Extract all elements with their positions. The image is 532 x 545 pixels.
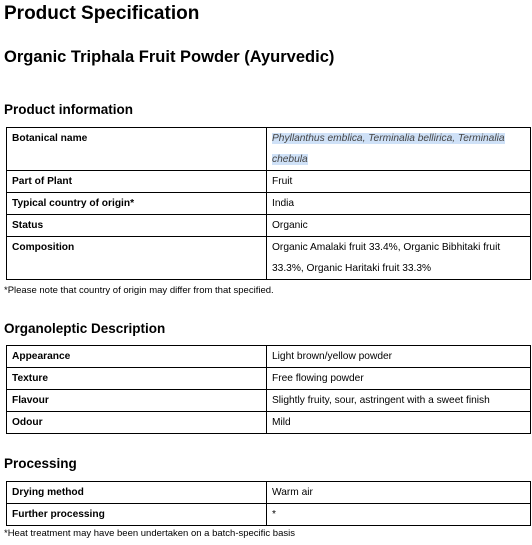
- page-title: Product Specification: [4, 3, 200, 24]
- table-row: [7, 504, 531, 526]
- row-value: Organic: [267, 215, 531, 237]
- section-heading-product-information: Product information: [4, 102, 133, 117]
- heat-treatment-note: *Heat treatment may have been undertaken on a batch-specific basis: [4, 528, 295, 539]
- row-value: *: [267, 504, 531, 526]
- row-value[interactable]: [267, 128, 531, 171]
- table-row: [7, 193, 531, 215]
- table-row: [7, 412, 531, 434]
- row-label: Botanical name: [7, 128, 267, 171]
- product-information-table: [6, 127, 531, 280]
- row-value: Fruit: [267, 171, 531, 193]
- row-label: Odour: [7, 412, 267, 434]
- processing-table: [6, 481, 531, 526]
- row-value: Organic Amalaki fruit 33.4%, Organic Bibhitaki fruit 33.3%, Organic Haritaki fruit 33.3%: [267, 237, 531, 280]
- selected-text[interactable]: Phyllanthus emblica, Terminalia bellirica, Terminalia chebula: [272, 133, 505, 165]
- section-heading-organoleptic: Organoleptic Description: [4, 321, 166, 336]
- row-value: India: [267, 193, 531, 215]
- row-label: Drying method: [7, 482, 267, 504]
- row-label: Texture: [7, 368, 267, 390]
- table-row: [7, 237, 531, 280]
- row-label: Appearance: [7, 346, 267, 368]
- origin-note: *Please note that country of origin may differ from that specified.: [4, 285, 274, 296]
- table-row: [7, 390, 531, 412]
- organoleptic-table: [6, 345, 531, 434]
- row-label: Further processing: [7, 504, 267, 526]
- row-label: Part of Plant: [7, 171, 267, 193]
- row-value: Light brown/yellow powder: [267, 346, 531, 368]
- row-label: Composition: [7, 237, 267, 280]
- table-row: [7, 346, 531, 368]
- row-value: Mild: [267, 412, 531, 434]
- row-label: Typical country of origin*: [7, 193, 267, 215]
- table-row: [7, 128, 531, 171]
- row-value: Free flowing powder: [267, 368, 531, 390]
- table-row: [7, 215, 531, 237]
- table-row: [7, 482, 531, 504]
- row-value: Warm air: [267, 482, 531, 504]
- table-row: [7, 368, 531, 390]
- section-heading-processing: Processing: [4, 456, 77, 471]
- table-row: [7, 171, 531, 193]
- product-name: Organic Triphala Fruit Powder (Ayurvedic): [4, 48, 335, 66]
- row-label: Status: [7, 215, 267, 237]
- row-label: Flavour: [7, 390, 267, 412]
- row-value: Slightly fruity, sour, astringent with a sweet finish: [267, 390, 531, 412]
